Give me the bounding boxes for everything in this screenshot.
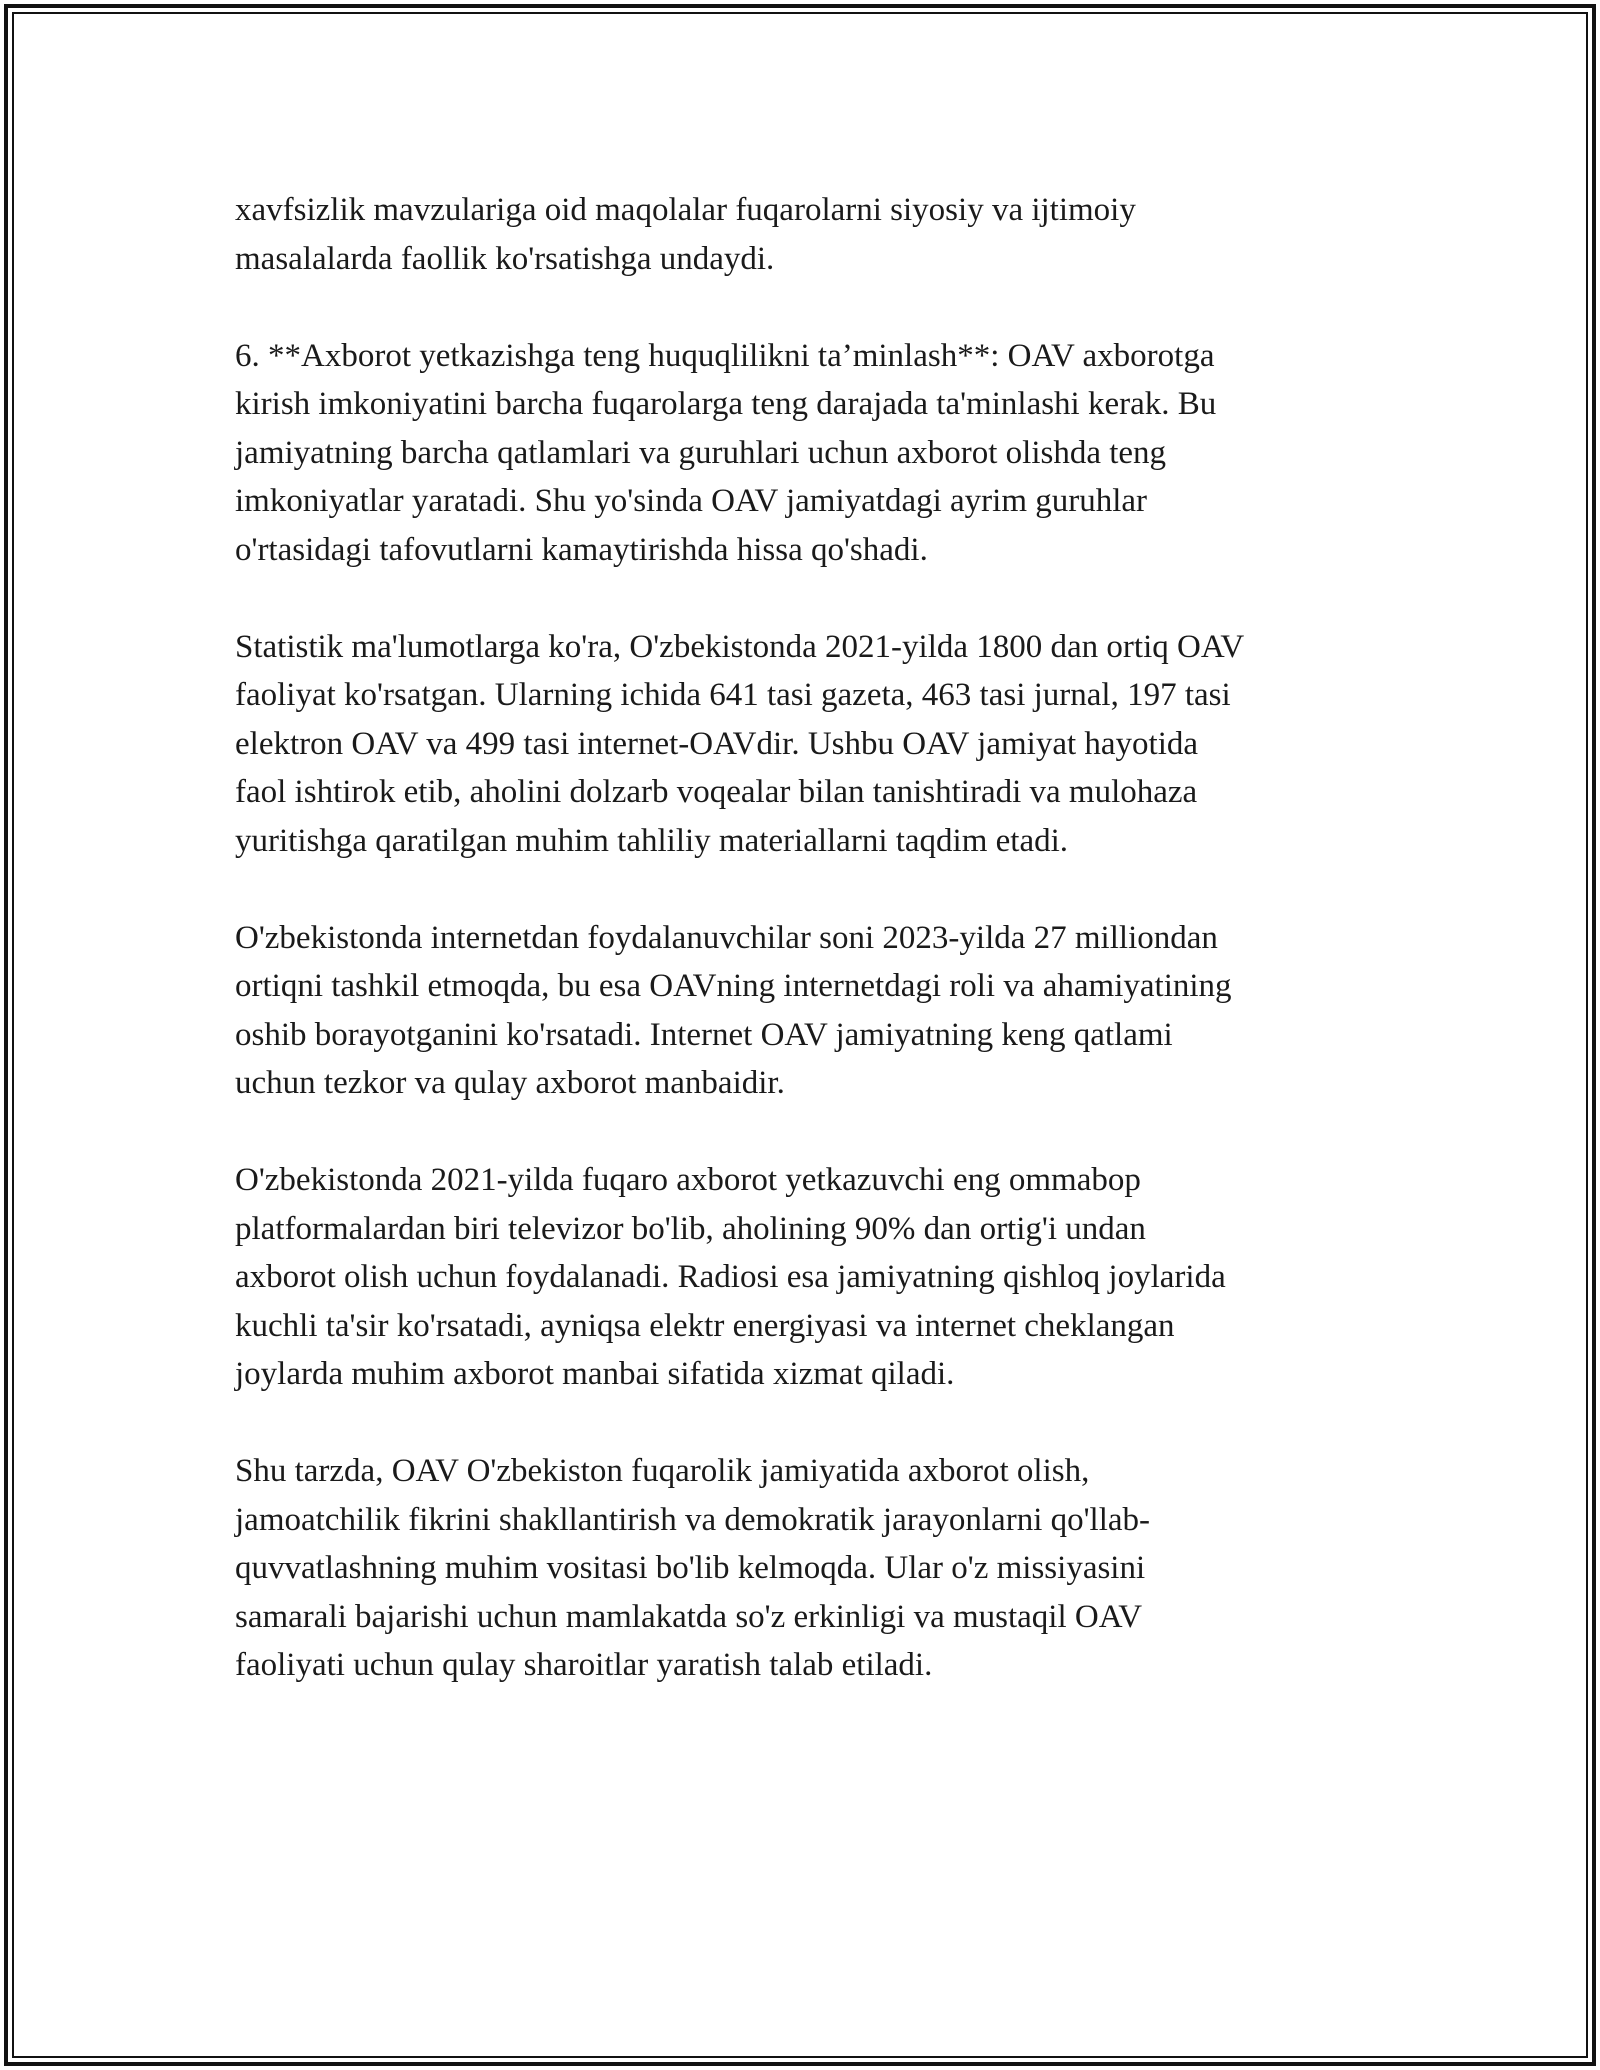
text-line: ortiqni tashkil etmoqda, bu esa OAVning internetdagi roli va ahamiyatining xyxy=(235,968,1232,1004)
text-line: jamoatchilik fikrini shakllantirish va demokratik jarayonlarni qo'llab- xyxy=(235,1501,1151,1538)
text-line: joylarda muhim axborot manbai sifatida xizmat qiladi. xyxy=(235,1356,955,1392)
text-line: kuchli ta'sir ko'rsatadi, ayniqsa elektr energiyasi va internet cheklangan xyxy=(235,1307,1175,1344)
paragraph-5 xyxy=(235,1156,1385,1399)
text-line: O'zbekistonda 2021-yilda fuqaro axborot yetkazuvchi eng ommabop xyxy=(235,1162,1141,1198)
document-body xyxy=(235,186,1385,1738)
paragraph-3 xyxy=(235,623,1385,866)
text-line: O'zbekistonda internetdan foydalanuvchilar soni 2023-yilda 27 milliondan xyxy=(235,919,1218,956)
text-line: imkoniyatlar yaratadi. Shu yo'sinda OAV jamiyatdagi ayrim guruhlar xyxy=(235,483,1148,519)
text-line: yuritishga qaratilgan muhim tahliliy materiallarni taqdim etadi. xyxy=(235,822,1069,859)
text-line: o'rtasidagi tafovutlarni kamaytirishda hissa qo'shadi. xyxy=(235,531,928,568)
text-line: kirish imkoniyatini barcha fuqarolarga teng darajada ta'minlashi kerak. Bu xyxy=(235,386,1217,422)
paragraph-4 xyxy=(235,914,1385,1108)
text-line: Shu tarzda, OAV O'zbekiston fuqarolik jamiyatida axborot olish, xyxy=(235,1453,1090,1489)
paragraph-6 xyxy=(235,1447,1385,1690)
text-line: faoliyati uchun qulay sharoitlar yaratish talab etiladi. xyxy=(235,1647,933,1683)
text-line: oshib borayotganini ko'rsatadi. Internet OAV jamiyatning keng qatlami xyxy=(235,1016,1173,1053)
text-line: samarali bajarishi uchun mamlakatda so'z erkinligi va mustaqil OAV xyxy=(235,1598,1143,1635)
text-line: uchun tezkor va qulay axborot manbaidir. xyxy=(235,1065,785,1101)
text-line: jamiyatning barcha qatlamlari va guruhlari uchun axborot olishda teng xyxy=(235,434,1167,471)
paragraph-1 xyxy=(235,186,1385,283)
text-line: xavfsizlik mavzulariga oid maqolalar fuqarolarni siyosiy va ijtimoiy xyxy=(235,192,1136,228)
text-line: Statistik ma'lumotlarga ko'ra, O'zbekistonda 2021-yilda 1800 dan ortiq OAV xyxy=(235,628,1245,665)
paragraph-2 xyxy=(235,332,1385,575)
text-line: platformalardan biri televizor bo'lib, aholining 90% dan ortig'i undan xyxy=(235,1210,1146,1247)
text-line: 6. **Axborot yetkazishga teng huquqlilikni ta’minlash**: OAV axborotga xyxy=(235,337,1215,374)
text-line: axborot olish uchun foydalanadi. Radiosi esa jamiyatning qishloq joylarida xyxy=(235,1259,1226,1295)
text-line: elektron OAV va 499 tasi internet-OAVdir. Ushbu OAV jamiyat hayotida xyxy=(235,725,1199,762)
text-line: faol ishtirok etib, aholini dolzarb voqealar bilan tanishtiradi va mulohaza xyxy=(235,774,1198,810)
text-line: masalalarda faollik ko'rsatishga undaydi. xyxy=(235,240,775,277)
text-line: faoliyat ko'rsatgan. Ularning ichida 641 tasi gazeta, 463 tasi jurnal, 197 tasi xyxy=(235,677,1231,713)
text-line: quvvatlashning muhim vositasi bo'lib kelmoqda. Ular o'z missiyasini xyxy=(235,1550,1146,1586)
